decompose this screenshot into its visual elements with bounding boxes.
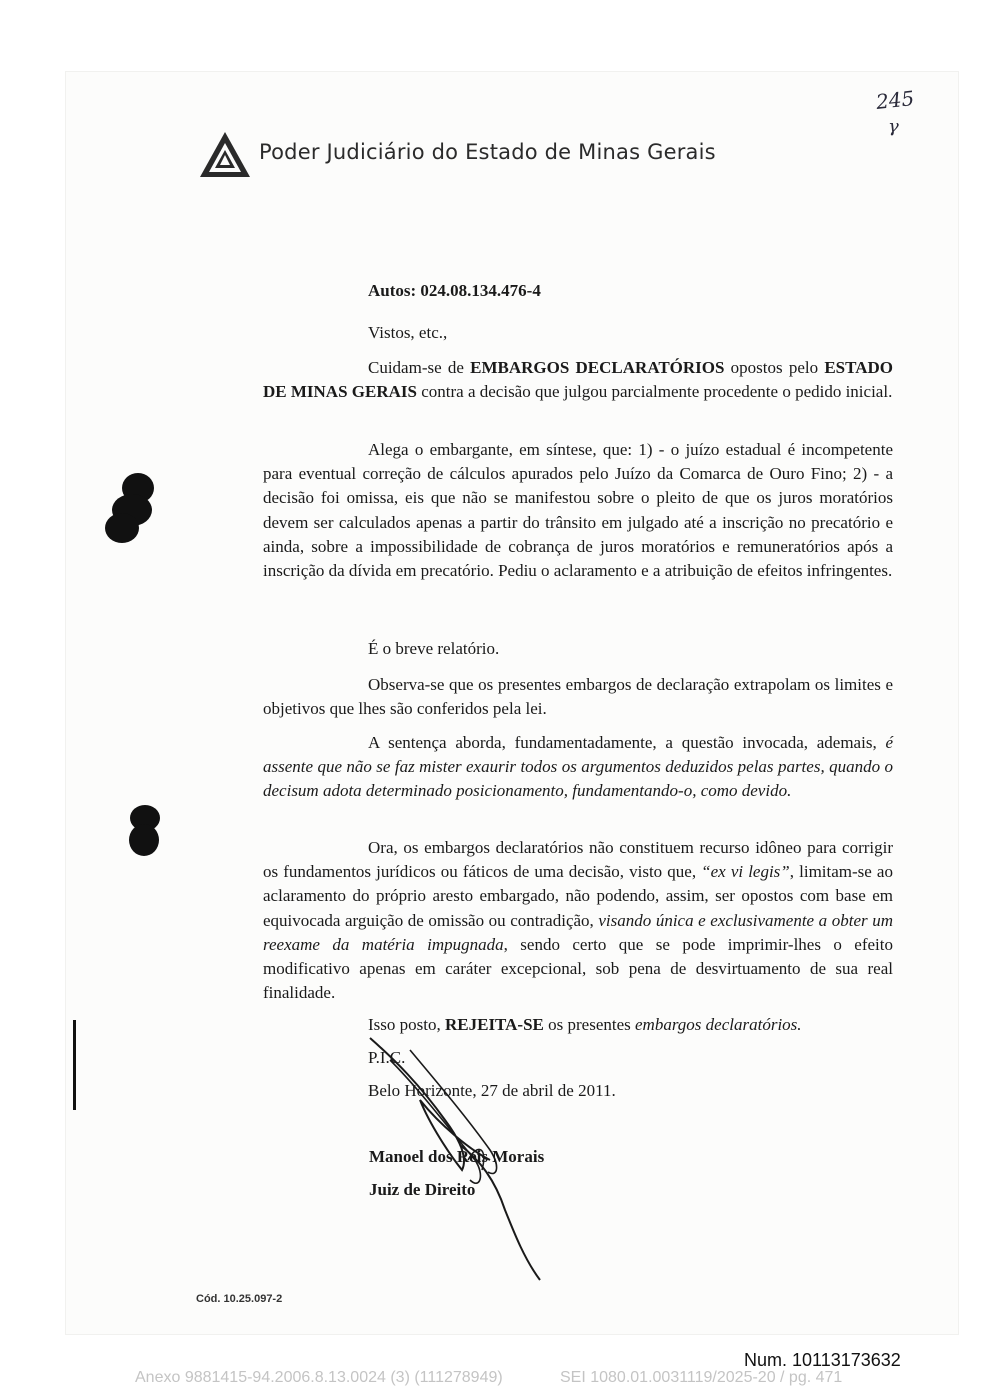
vistos-line: Vistos, etc., [368, 323, 448, 342]
handwritten-signature [350, 1030, 560, 1290]
punch-hole-mark-top [102, 470, 158, 548]
scan-edge-mark [73, 1020, 76, 1110]
handwritten-page-number: 245 [874, 86, 916, 114]
footer-sei-reference: SEI 1080.01.0031119/2025-20 / pg. 471 [560, 1369, 843, 1386]
paragraph-observacao: Observa-se que os presentes embargos de declaração extrapolam os limites e objetivos que lhes são conferidos pela lei. [263, 675, 893, 719]
paragraph-sentenca: A sentença aborda, fundamentadamente, a questão invocada, ademais, é assente que não se faz mister exaurir todos os argumentos deduzidos pelas partes, quando o decisum adota determinado posicionamento, fundamentando-o, como devido. [263, 733, 893, 801]
relatorio-line: É o breve relatório. [368, 639, 500, 658]
court-header-title: Poder Judiciário do Estado de Minas Gerais [259, 140, 716, 164]
document-number: Num. 10113173632 [744, 1350, 901, 1370]
judge-name: Manoel dos Reis Morais [369, 1147, 545, 1166]
handwritten-initial: γ [888, 116, 899, 137]
court-logo-icon [198, 130, 252, 180]
paragraph-alegacoes: Alega o embargante, em síntese, que: 1) - o juízo estadual é incompetente para eventual correção de cálculos apurados pelo Juízo da Comarca de Ouro Fino; 2) - a decisão foi omissa, eis que não se manifestou sobre o pleito de que os juros moratórios devem ser calculados apenas a partir do trânsito em julgado até a inscrição no precatório e ainda, sobre a impossibilidade de cobrança de juros moratórios e remuneratórios após a inscrição da dívida em precatório. Pediu o aclaramento e a atribuição de efeitos infringentes. [263, 440, 893, 581]
judge-role: Juiz de Direito [369, 1180, 476, 1199]
punch-hole-mark-bottom [125, 803, 165, 859]
pric-line: P.I.C. [368, 1048, 406, 1067]
dispositivo-line: Isso posto, REJEITA-SE os presentes embargos declaratórios. [368, 1015, 802, 1034]
case-number: Autos: 024.08.134.476-4 [368, 281, 541, 300]
form-code: Cód. 10.25.097-2 [196, 1293, 283, 1305]
paragraph-embargos: Cuidam-se de EMBARGOS DECLARATÓRIOS opostos pelo ESTADO DE MINAS GERAIS contra a decisão que julgou parcialmente procedente o pedido inicial. [263, 358, 893, 402]
footer-annex: Anexo 9881415-94.2006.8.13.0024 (3) (111278949) [135, 1369, 503, 1386]
date-line: Belo Horizonte, 27 de abril de 2011. [368, 1081, 616, 1100]
paragraph-fundamentacao: Ora, os embargos declaratórios não constituem recurso idôneo para corrigir os fundamentos jurídicos ou fáticos de uma decisão, visto que, “ex vi legis”, limitam-se ao aclaramento do próprio aresto embargado, não podendo, assim, ser opostos com base em equivocada arguição de omissão ou contradição, visando única e exclusivamente a obter um reexame da matéria impugnada, sendo certo que se pode imprimir-lhes o efeito modificativo apenas em caráter excepcional, sob pena de desvirtuamento de sua real finalidade. [263, 838, 893, 1003]
